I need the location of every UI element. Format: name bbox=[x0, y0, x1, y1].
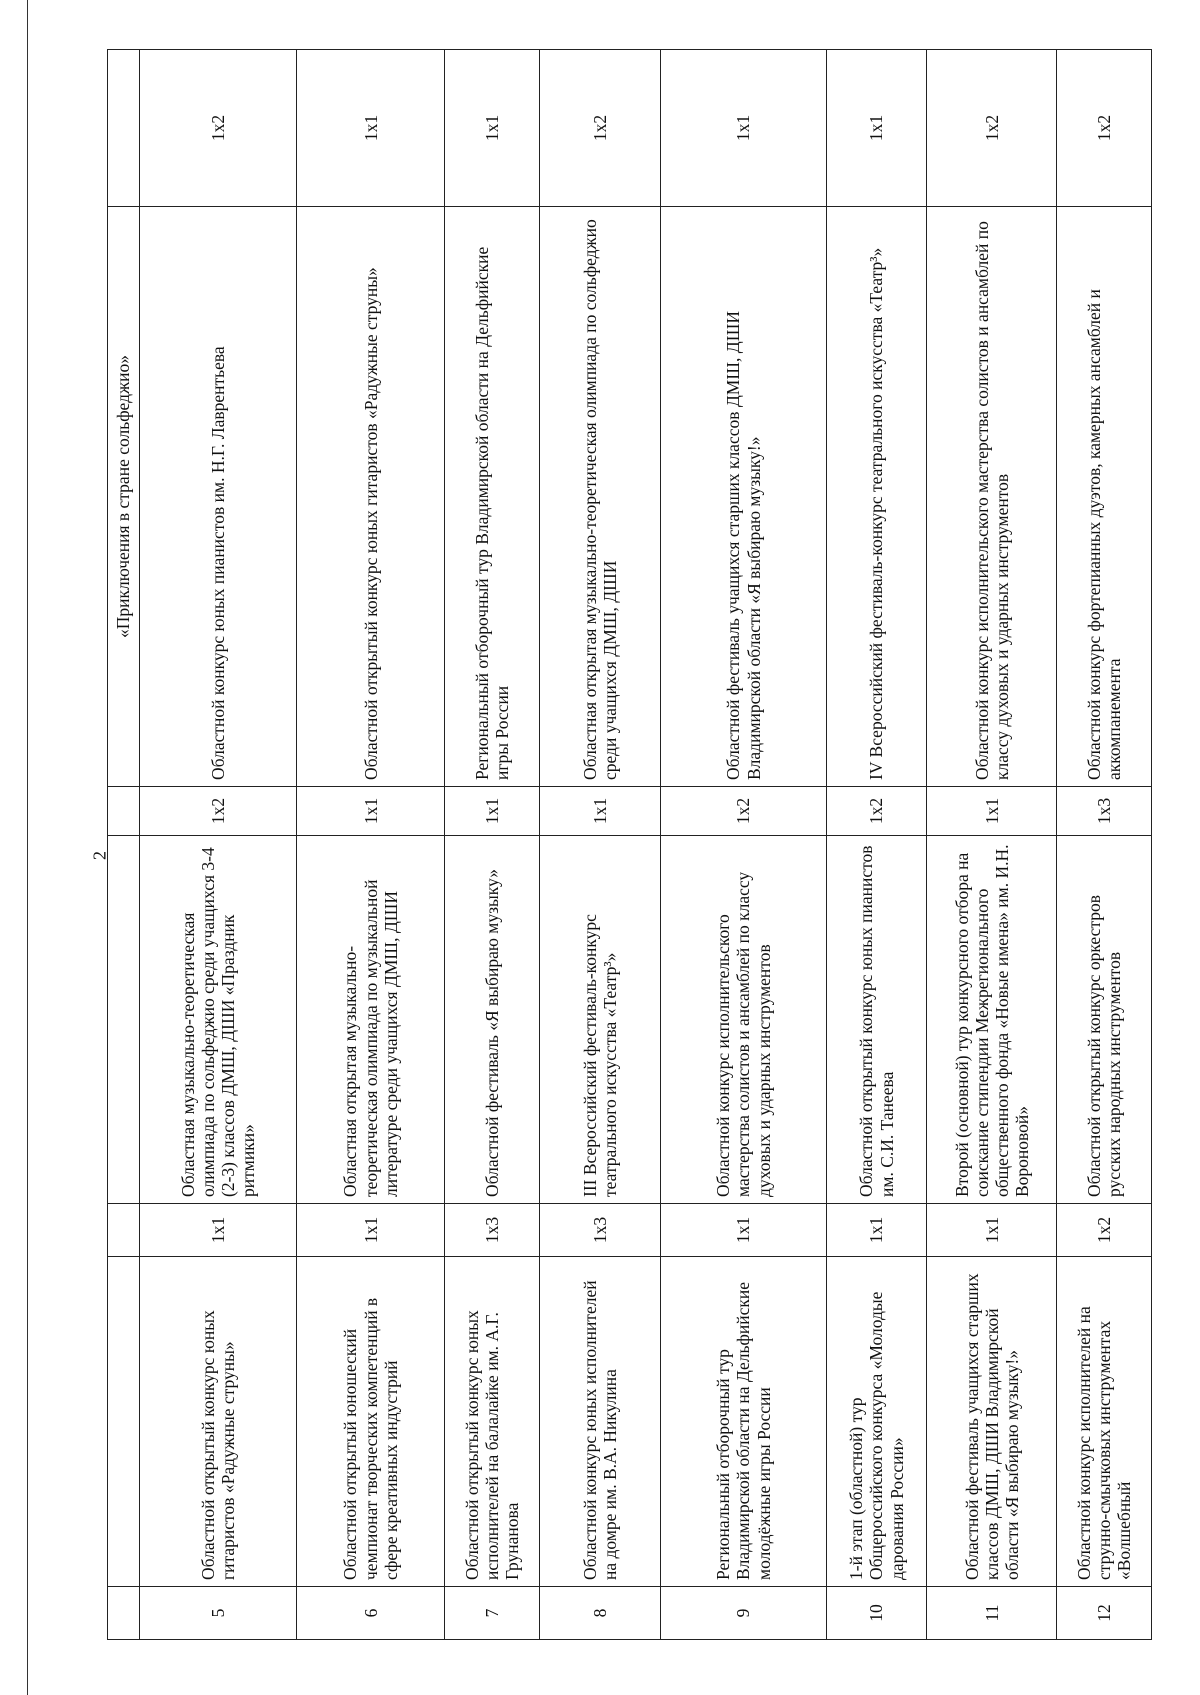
margin-line bbox=[27, 0, 28, 1695]
event-a: Областной открытый юношеский чемпионат творческих компетенций в сфере креативных индустрий bbox=[297, 1257, 445, 1587]
code-c: 1x1 bbox=[444, 50, 539, 207]
event-c: Областной открытый конкурс юных гитаристов «Радужные струны» bbox=[297, 207, 445, 787]
event-b: Областная музыкально-теоретическая олимпиада по сольфеджио среди учащихся 3-4 (2-3) классов ДМШ, ДШИ «Праздник ритмики» bbox=[139, 836, 296, 1204]
event-c: Областной конкурс исполнительского мастерства солистов и ансамблей по классу духовых и ударных инструментов bbox=[927, 207, 1057, 787]
code-c: 1x2 bbox=[539, 50, 661, 207]
code-a: 1x1 bbox=[297, 1204, 445, 1257]
code-b: 1x2 bbox=[826, 787, 926, 836]
table-row bbox=[444, 50, 539, 1640]
competitions-table bbox=[107, 49, 1152, 1640]
code-b: 1x1 bbox=[539, 787, 661, 836]
code-c: 1x1 bbox=[826, 50, 926, 207]
code-c: 1x1 bbox=[297, 50, 445, 207]
code-c: 1x2 bbox=[927, 50, 1057, 207]
event-c: Региональный отборочный тур Владимирской области на Дельфийские игры России bbox=[444, 207, 539, 787]
page-number: 2 bbox=[89, 851, 110, 860]
header-cell-b-code bbox=[108, 787, 140, 836]
event-b: Областная открытая музыкально-теоретическая олимпиада по музыкальной литературе среди учащихся ДМШ, ДШИ bbox=[297, 836, 445, 1204]
code-a: 1x1 bbox=[927, 1204, 1057, 1257]
header-cell-a bbox=[108, 1257, 140, 1587]
table-row bbox=[661, 50, 827, 1640]
table-body bbox=[108, 50, 1152, 1640]
row-number: 5 bbox=[139, 1587, 296, 1640]
event-b: III Всероссийский фестиваль-конкурс театрального искусства «Театр³» bbox=[539, 836, 661, 1204]
row-number: 10 bbox=[826, 1587, 926, 1640]
event-c: Областная открытая музыкально-теоретическая олимпиада по сольфеджио среди учащихся ДМШ, ДШИ bbox=[539, 207, 661, 787]
event-a: Областной конкурс юных исполнителей на домре им. В.А. Никулина bbox=[539, 1257, 661, 1587]
header-cell-no bbox=[108, 1587, 140, 1640]
header-cell-a-code bbox=[108, 1204, 140, 1257]
event-b: Областной конкурс исполнительского мастерства солистов и ансамблей по классу духовых и ударных инструментов bbox=[661, 836, 827, 1204]
code-c: 1x1 bbox=[661, 50, 827, 207]
event-a: Региональный отборочный тур Владимирской области на Дельфийские молодёжные игры России bbox=[661, 1257, 827, 1587]
event-c: Областной конкурс фортепианных дуэтов, камерных ансамблей и аккомпанемента bbox=[1057, 207, 1152, 787]
code-a: 1x3 bbox=[539, 1204, 661, 1257]
code-a: 1x1 bbox=[661, 1204, 827, 1257]
event-b: Областной фестиваль «Я выбираю музыку» bbox=[444, 836, 539, 1204]
code-c: 1x2 bbox=[1057, 50, 1152, 207]
table-row bbox=[539, 50, 661, 1640]
code-b: 1x1 bbox=[444, 787, 539, 836]
event-b: Областной открытый конкурс оркестров русских народных инструментов bbox=[1057, 836, 1152, 1204]
header-row bbox=[108, 50, 140, 1640]
row-number: 6 bbox=[297, 1587, 445, 1640]
event-a: Областной фестиваль учащихся старших классов ДМШ, ДШИ Владимирской области «Я выбираю музыку!» bbox=[927, 1257, 1057, 1587]
table-row bbox=[139, 50, 296, 1640]
row-number: 12 bbox=[1057, 1587, 1152, 1640]
code-a: 1x3 bbox=[444, 1204, 539, 1257]
row-number: 7 bbox=[444, 1587, 539, 1640]
event-c: Областной фестиваль учащихся старших классов ДМШ, ДШИ Владимирской области «Я выбираю музыку!» bbox=[661, 207, 827, 787]
code-a: 1x1 bbox=[139, 1204, 296, 1257]
table-row bbox=[297, 50, 445, 1640]
header-cell-c: «Приключения в стране сольфеджио» bbox=[108, 207, 140, 787]
event-a: Областной открытый конкурс юных исполнителей на балалайке им. А.Г. Грунанова bbox=[444, 1257, 539, 1587]
event-a: 1-й этап (областной) тур Общероссийского конкурса «Молодые дарования России» bbox=[826, 1257, 926, 1587]
event-b: Областной открытый конкурс юных пианистов им. С.И. Танеева bbox=[826, 836, 926, 1204]
code-c: 1x2 bbox=[139, 50, 296, 207]
event-a: Областной конкурс исполнителей на струнно-смычковых инструментах «Волшебный bbox=[1057, 1257, 1152, 1587]
code-a: 1x2 bbox=[1057, 1204, 1152, 1257]
row-number: 9 bbox=[661, 1587, 827, 1640]
table-row bbox=[927, 50, 1057, 1640]
code-b: 1x1 bbox=[927, 787, 1057, 836]
row-number: 11 bbox=[927, 1587, 1057, 1640]
code-a: 1x1 bbox=[826, 1204, 926, 1257]
event-a: Областной открытый конкурс юных гитаристов «Радужные струны» bbox=[139, 1257, 296, 1587]
event-c: IV Всероссийский фестиваль-конкурс театрального искусства «Театр³» bbox=[826, 207, 926, 787]
event-c: Областной конкурс юных пианистов им. Н.Г. Лаврентьева bbox=[139, 207, 296, 787]
rotated-table-wrapper bbox=[107, 50, 1152, 1640]
table-row bbox=[826, 50, 926, 1640]
event-b: Второй (основной) тур конкурсного отбора на соискание стипендии Межрегионального общественного фонда «Новые имена» им. И.Н. Вороновой» bbox=[927, 836, 1057, 1204]
table-row bbox=[1057, 50, 1152, 1640]
code-b: 1x2 bbox=[139, 787, 296, 836]
header-cell-c-code bbox=[108, 50, 140, 207]
header-cell-b bbox=[108, 836, 140, 1204]
code-b: 1x1 bbox=[297, 787, 445, 836]
code-b: 1x2 bbox=[661, 787, 827, 836]
code-b: 1x3 bbox=[1057, 787, 1152, 836]
row-number: 8 bbox=[539, 1587, 661, 1640]
